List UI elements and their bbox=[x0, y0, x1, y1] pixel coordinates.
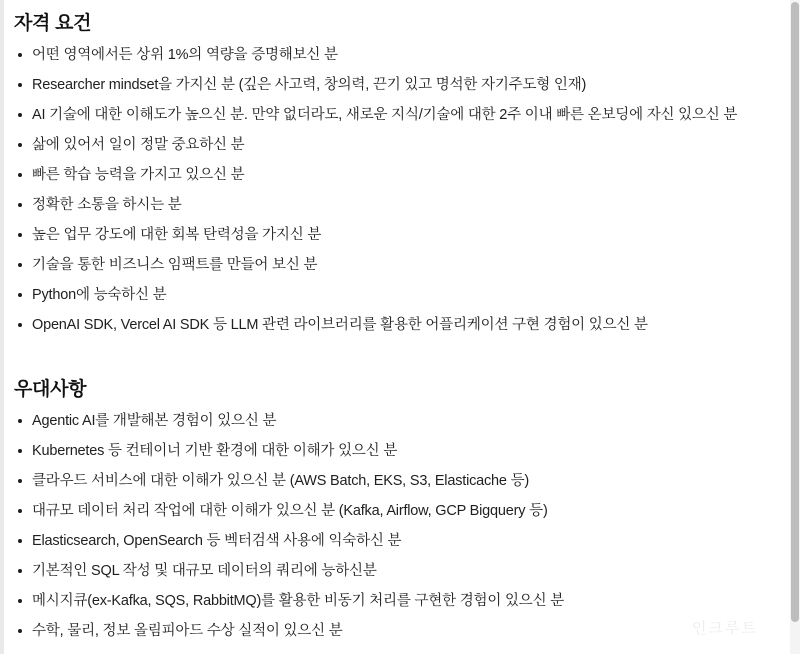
list-item: OpenAI SDK, Vercel AI SDK 등 LLM 관련 라이브러리를 활용한 어플리케이션 구현 경험이 있으신 분 bbox=[14, 310, 774, 340]
list-item: Researcher mindset을 가지신 분 (깊은 사고력, 창의력, 끈기 있고 명석한 자기주도형 인재) bbox=[14, 70, 774, 100]
section-title-preferred: 우대사항 bbox=[14, 379, 87, 400]
list-item: 어떤 영역에서든 상위 1%의 역량을 증명해보신 분 bbox=[14, 40, 774, 70]
preferred-list bbox=[14, 406, 774, 646]
list-item: 정확한 소통을 하시는 분 bbox=[14, 190, 774, 220]
watermark-text: 인크루트 bbox=[692, 620, 758, 637]
list-item: Python에 능숙하신 분 bbox=[14, 280, 774, 310]
list-item: 빠른 학습 능력을 가지고 있으신 분 bbox=[14, 160, 774, 190]
qualifications-list bbox=[14, 40, 774, 340]
list-item: Elasticsearch, OpenSearch 등 벡터검색 사용에 익숙하신 분 bbox=[14, 526, 774, 556]
list-item: 수학, 물리, 정보 올림피아드 수상 실적이 있으신 분 bbox=[14, 616, 774, 646]
list-item: 높은 업무 강도에 대한 회복 탄력성을 가지신 분 bbox=[14, 220, 774, 250]
list-item: 기본적인 SQL 작성 및 대규모 데이터의 쿼리에 능하신분 bbox=[14, 556, 774, 586]
list-item: 삶에 있어서 일이 정말 중요하신 분 bbox=[14, 130, 774, 160]
list-item: 대규모 데이터 처리 작업에 대한 이해가 있으신 분 (Kafka, Airflow, GCP Bigquery 등) bbox=[14, 496, 774, 526]
list-item: AI 기술에 대한 이해도가 높으신 분. 만약 없더라도, 새로운 지식/기술에 대한 2주 이내 빠른 온보딩에 자신 있으신 분 bbox=[14, 100, 774, 130]
section-title-qualifications: 자격 요건 bbox=[14, 13, 92, 34]
list-item: Agentic AI를 개발해본 경험이 있으신 분 bbox=[14, 406, 774, 436]
vertical-scrollbar-thumb[interactable] bbox=[791, 2, 799, 622]
vertical-scrollbar-track[interactable] bbox=[790, 0, 800, 654]
list-item: 기술을 통한 비즈니스 임팩트를 만들어 보신 분 bbox=[14, 250, 774, 280]
list-item: 메시지큐(ex-Kafka, SQS, RabbitMQ)를 활용한 비동기 처리를 구현한 경험이 있으신 분 bbox=[14, 586, 774, 616]
list-item: 클라우드 서비스에 대한 이해가 있으신 분 (AWS Batch, EKS, S3, Elasticache 등) bbox=[14, 466, 774, 496]
list-item: Kubernetes 등 컨테이너 기반 환경에 대한 이해가 있으신 분 bbox=[14, 436, 774, 466]
